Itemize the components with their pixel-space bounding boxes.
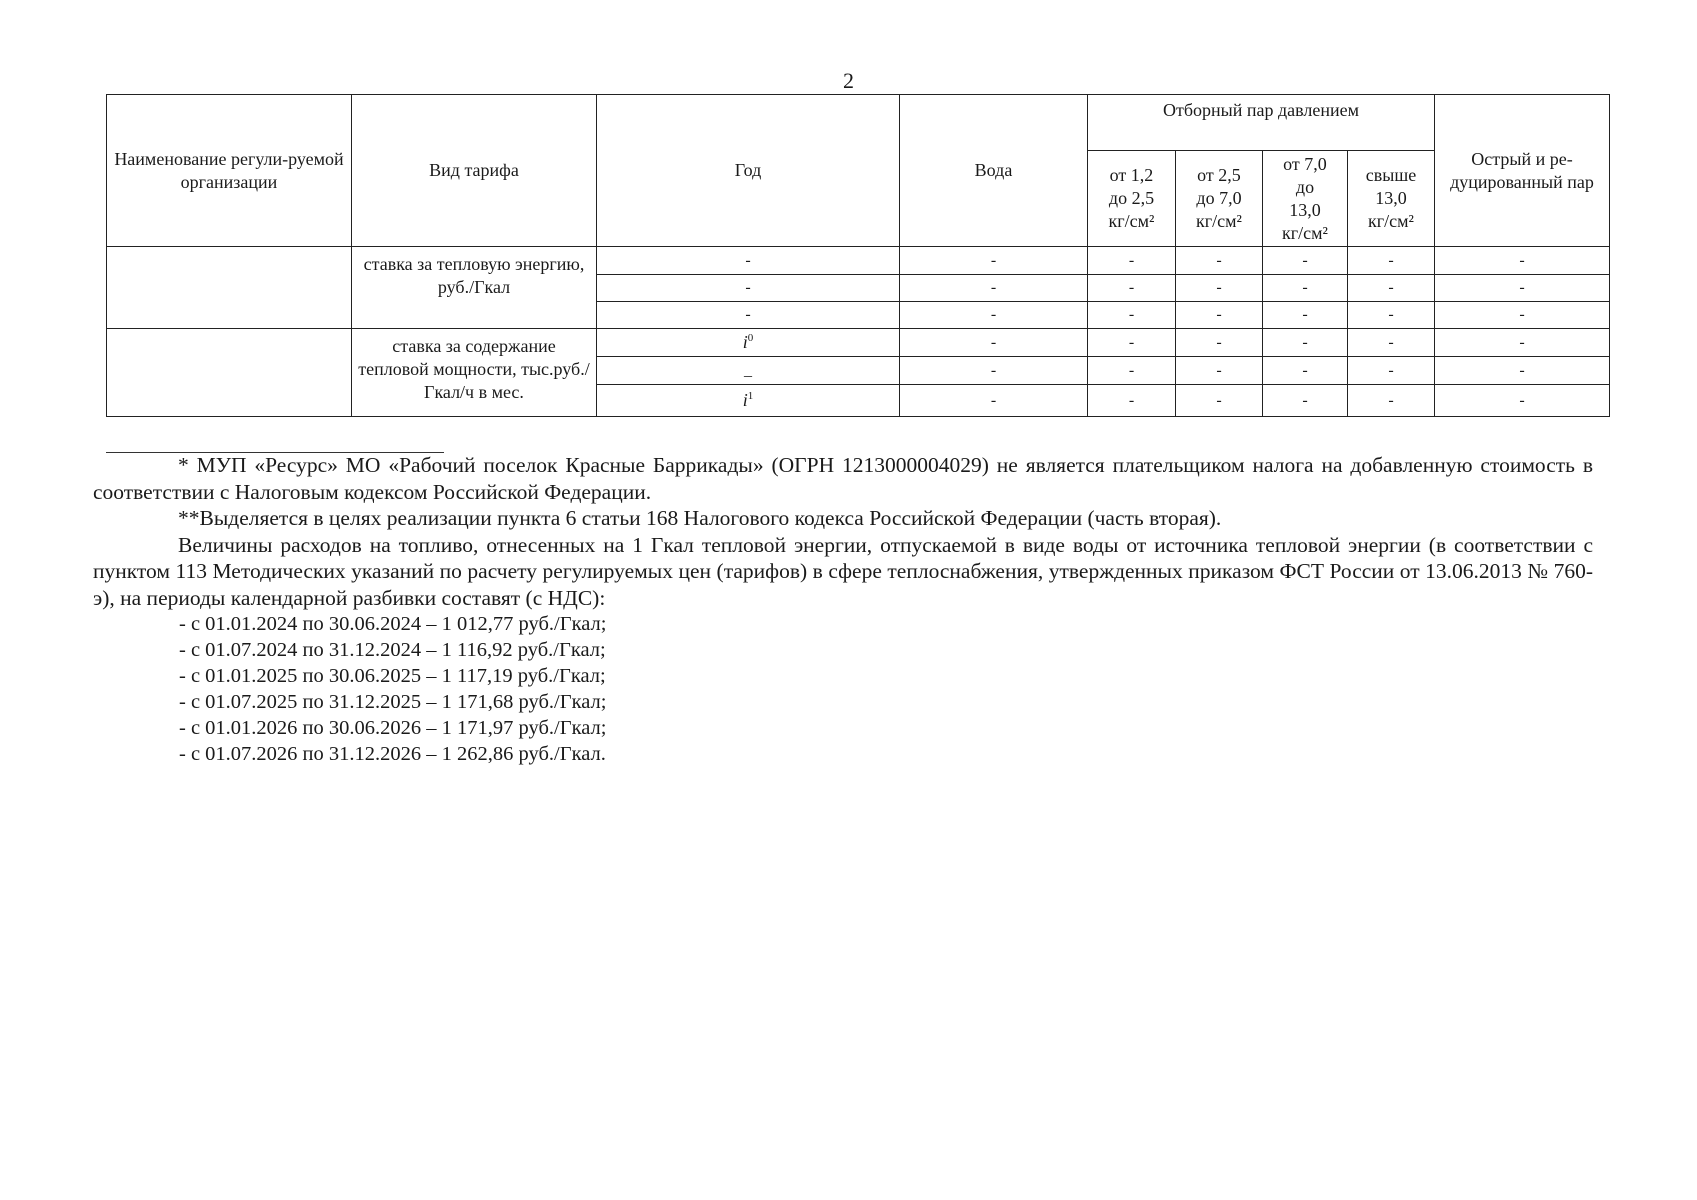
value-cell: - [1263,275,1348,302]
value-cell: - [900,329,1088,357]
value-cell: - [1088,357,1176,385]
year-cell: - [597,247,900,275]
header-water: Вода [900,95,1088,247]
footnotes-section [93,452,1593,767]
org-name-cell [107,247,352,329]
header-steam-col-3: от 7,0 до 13,0 кг/см² [1263,151,1348,247]
list-item: - с 01.01.2024 по 30.06.2024 – 1 012,77 руб./Гкал; [179,613,607,635]
list-item: - с 01.07.2025 по 31.12.2025 – 1 171,68 руб./Гкал; [179,691,607,713]
list-item: - с 01.07.2024 по 31.12.2024 – 1 116,92 руб./Гкал; [179,639,606,661]
value-cell: - [1348,275,1435,302]
value-cell: - [1435,385,1610,417]
value-cell: - [900,302,1088,329]
value-cell: - [1435,357,1610,385]
header-tariff-type: Вид тарифа [352,95,597,247]
year-cell: $i^1$ [597,385,900,417]
year-cell: - [597,275,900,302]
value-cell: - [1348,357,1435,385]
value-cell: - [1263,357,1348,385]
value-cell: - [900,385,1088,417]
footnote-vat-allocation: **Выделяется в целях реализации пункта 6 статьи 168 Налогового кодекса Российской Федерации (часть вторая). [178,506,1222,530]
year-cell: $i^0$ [597,329,900,357]
value-cell: - [1176,385,1263,417]
fuel-cost-periods-list [93,611,1593,767]
header-steam-col-4: свыше 13,0 кг/см² [1348,151,1435,247]
list-item: - с 01.01.2025 по 30.06.2025 – 1 117,19 руб./Гкал; [179,665,606,687]
header-sharp-steam: Острый и ре-дуцированный пар [1435,95,1610,247]
value-cell: - [1176,302,1263,329]
value-cell: - [1348,385,1435,417]
value-cell: - [900,275,1088,302]
header-org-name: Наименование регули-руемой организации [107,95,352,247]
value-cell: - [1088,329,1176,357]
org-name-cell [107,329,352,417]
value-cell: - [1176,329,1263,357]
value-cell: - [1088,247,1176,275]
value-cell: - [1263,329,1348,357]
year-cell: - [597,302,900,329]
value-cell: - [900,357,1088,385]
value-cell: - [1088,275,1176,302]
value-cell: - [1435,302,1610,329]
header-steam-group: Отборный пар давлением [1088,95,1435,151]
list-item: - с 01.07.2026 по 31.12.2026 – 1 262,86 руб./Гкал. [179,743,606,765]
value-cell: - [1348,247,1435,275]
value-cell: - [1263,247,1348,275]
value-cell: - [1263,385,1348,417]
table-row [107,247,1610,275]
list-item: - с 01.01.2026 по 30.06.2026 – 1 171,97 руб./Гкал; [179,717,607,739]
value-cell: - [1176,247,1263,275]
value-cell: - [1088,385,1176,417]
value-cell: - [1348,302,1435,329]
tariff-label-capacity: ставка за содержание тепловой мощности, тыс.руб./Гкал/ч в мес. [352,329,597,417]
tariff-label-heat: ставка за тепловую энергию, руб./Гкал [352,247,597,329]
value-cell: - [1263,302,1348,329]
value-cell: - [1348,329,1435,357]
value-cell: - [1435,247,1610,275]
header-year: Год [597,95,900,247]
header-steam-col-2: от 2,5 до 7,0 кг/см² [1176,151,1263,247]
value-cell: - [1435,329,1610,357]
value-cell: - [1088,302,1176,329]
page-number: 2 [843,68,854,93]
value-cell: - [1435,275,1610,302]
header-steam-col-1: от 1,2 до 2,5 кг/см² [1088,151,1176,247]
tariff-table [106,94,1610,417]
table-row [107,329,1610,357]
footnote-vat-status: * МУП «Ресурс» МО «Рабочий поселок Красные Баррикады» (ОГРН 1213000004029) не является плательщиком налога на добавленную стоимость в соответствии с Налоговым кодексом Российской Федерации. [93,453,1593,504]
fuel-cost-paragraph: Величины расходов на топливо, отнесенных на 1 Гкал тепловой энергии, отпускаемой в виде воды от источника тепловой энергии (в соответствии с пунктом 113 Методических указаний по расчету регулируемых цен (тарифов) в сфере теплоснабжения, утвержденных приказом ФСТ России от 13.06.2013 № 760-э), на периоды календарной разбивки составят (с НДС): [93,532,1593,610]
value-cell: - [900,247,1088,275]
value-cell: - [1176,275,1263,302]
value-cell: - [1176,357,1263,385]
year-cell: _ [597,357,900,385]
